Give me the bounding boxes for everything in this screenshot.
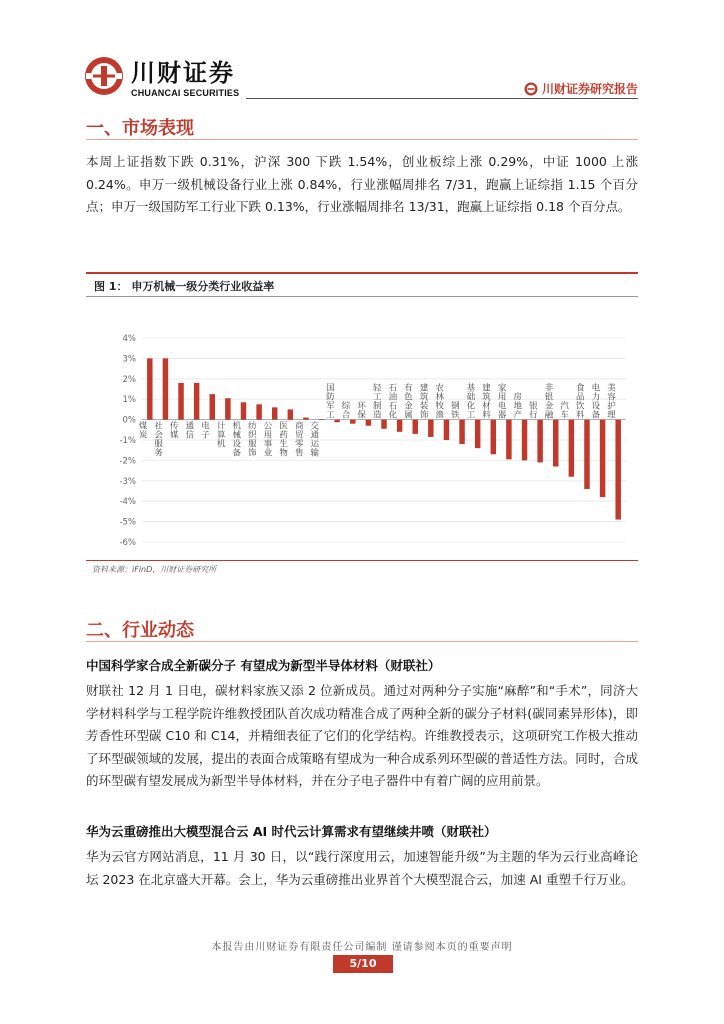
bar [412,420,417,434]
x-tick-label: 家用电器 [497,383,507,421]
page-number: 5/10 [333,955,393,973]
y-tick-label: -5% [119,517,136,528]
company-logo-icon [84,56,124,96]
bar [178,383,183,420]
bar [428,420,433,437]
bar [475,420,480,449]
y-tick-label: 1% [122,395,136,406]
bar [569,420,574,477]
bar [506,420,511,460]
section-underline [86,641,638,642]
bar [334,420,339,423]
news-body-1: 财联社 12 月 1 日电，碳材料家族又添 2 位新成员。通过对两种分子实施“麻醉”和“手术”，同济大学材料科学与工程学院许维教授团队首次成功精准合成了两种全新的碳分子材料(碳同素异形体)，即芳香性环型碳 C10 和 C14，并精细表征了它们的化学结构。许维教授表示，这项研究工作极大推动了环型碳领域的发展，提出的表面合成策略有望成为一种合成系列环型碳的普适性方法。同时，合成的环型碳有望发展成为新型半导体材料，并在分子电子器件中有着广阔的应用前景。 [86,683,638,788]
mini-logo-icon [524,82,538,96]
bar [319,419,324,420]
y-tick-label: -3% [119,476,136,487]
x-tick-label: 煤炭 [138,421,148,441]
x-tick-label: 计算机 [216,421,226,450]
x-tick-label: 电子 [201,421,210,441]
bar [241,402,246,419]
company-name-cn: 川财证券 [131,59,235,87]
news-title-2: 华为云重磅推出大模型混合云 AI 时代云计算需求有望继续井喷（财联社） [86,824,497,839]
footer-disclaimer: 本报告由川财证券有限责任公司编制 谨请参阅本页的重要声明 [211,942,513,953]
bar [553,420,558,467]
x-tick-label: 交通运输 [310,421,320,459]
y-tick-label: 3% [122,354,136,365]
bar-chart [86,274,638,560]
x-tick-label: 石油石化 [388,383,398,421]
bar [444,420,449,440]
report-label-text: 川财证券研究报告 [541,82,638,96]
x-tick-label: 汽车 [560,401,569,421]
x-tick-label: 纺织服饰 [248,421,257,459]
y-tick-label: -6% [119,538,136,548]
x-tick-label: 电力设备 [591,383,601,421]
x-tick-label: 社会服务 [154,421,163,459]
bar [522,420,527,461]
bar [225,398,230,419]
x-tick-label: 建筑装饰 [419,383,429,421]
bar [366,420,371,426]
x-tick-label: 基础化工 [466,383,476,421]
figure-box [86,272,638,576]
y-tick-label: -1% [119,436,136,446]
x-tick-label: 银行 [529,401,538,421]
x-tick-label: 通信 [185,421,195,441]
bar [194,383,199,420]
x-tick-label: 国防军工 [326,383,335,421]
bar [350,420,355,424]
report-label [524,80,638,97]
x-tick-label: 美容护理 [607,383,616,421]
y-tick-label: 2% [122,374,136,385]
x-tick-label: 综合 [341,401,351,421]
header-divider [246,98,638,99]
bar [537,420,542,463]
x-tick-label: 房地产 [513,392,523,421]
bar [600,420,605,498]
section-title-industry: 二、行业动态 [86,620,194,641]
x-tick-label: 非银金融 [544,383,554,421]
x-tick-label: 机械设备 [232,421,242,459]
x-tick-label: 农林牧渔 [435,383,444,421]
x-tick-label: 公用事业 [263,421,273,459]
x-tick-label: 商贸零售 [294,421,304,459]
bar [288,409,293,419]
news-body-2: 华为云官方网站消息，11 月 30 日，以“践行深度用云，加速智能升级”为主题的华为云行业高峰论坛 2023 在北京盛大开幕。会上，华为云重磅推出业界首个大模型混合云，加速 AI 重塑千行万业。 [86,849,638,887]
bar [163,358,168,419]
y-tick-label: -2% [119,456,136,467]
bar [256,404,261,419]
section-underline [86,139,638,140]
figure-source: 资料来源：iFinD，川财证券研究所 [92,565,217,574]
figure-caption: 图 1： 申万机械一级分类行业收益率 [94,280,275,293]
bar [147,358,152,419]
x-tick-label: 建筑材料 [482,383,491,421]
y-tick-label: -4% [119,497,136,508]
company-name-en: CHUANCAI SECURITIES [131,88,240,98]
bar [381,420,386,429]
y-tick-label: 0% [122,415,136,426]
bar [459,420,464,444]
x-tick-label: 食品饮料 [575,383,585,421]
bar [491,420,496,455]
x-tick-label: 有色金属 [404,383,413,421]
x-tick-label: 钢铁 [451,401,460,421]
bar [584,420,589,489]
x-tick-label: 医药生物 [279,421,288,459]
news-title-1: 中国科学家合成全新碳分子 有望成为新型半导体材料（财联社） [86,658,441,673]
section-title-market: 一、市场表现 [86,118,194,139]
bar [210,394,215,420]
y-tick-label: 4% [122,334,136,344]
bar [272,407,277,419]
figure-bottom-divider [86,560,638,561]
x-tick-label: 轻工制造 [373,383,382,421]
bar [615,420,620,520]
bar [397,420,402,432]
x-tick-label: 环保 [357,401,366,421]
bar [303,418,308,420]
market-paragraph: 本周上证指数下跌 0.31%，沪深 300 下跌 1.54%，创业板综上涨 0.29%，中证 1000 上涨 0.24%。申万一级机械设备行业上涨 0.84%，行业涨幅周排名 7/31，跑赢上证综指 1.15 个百分点；申万一级国防军工行业下跌 0.13%，行业涨幅周排名 13/31，跑赢上证综指 0.18 个百分点。 [86,154,638,214]
x-tick-label: 传媒 [170,421,179,441]
